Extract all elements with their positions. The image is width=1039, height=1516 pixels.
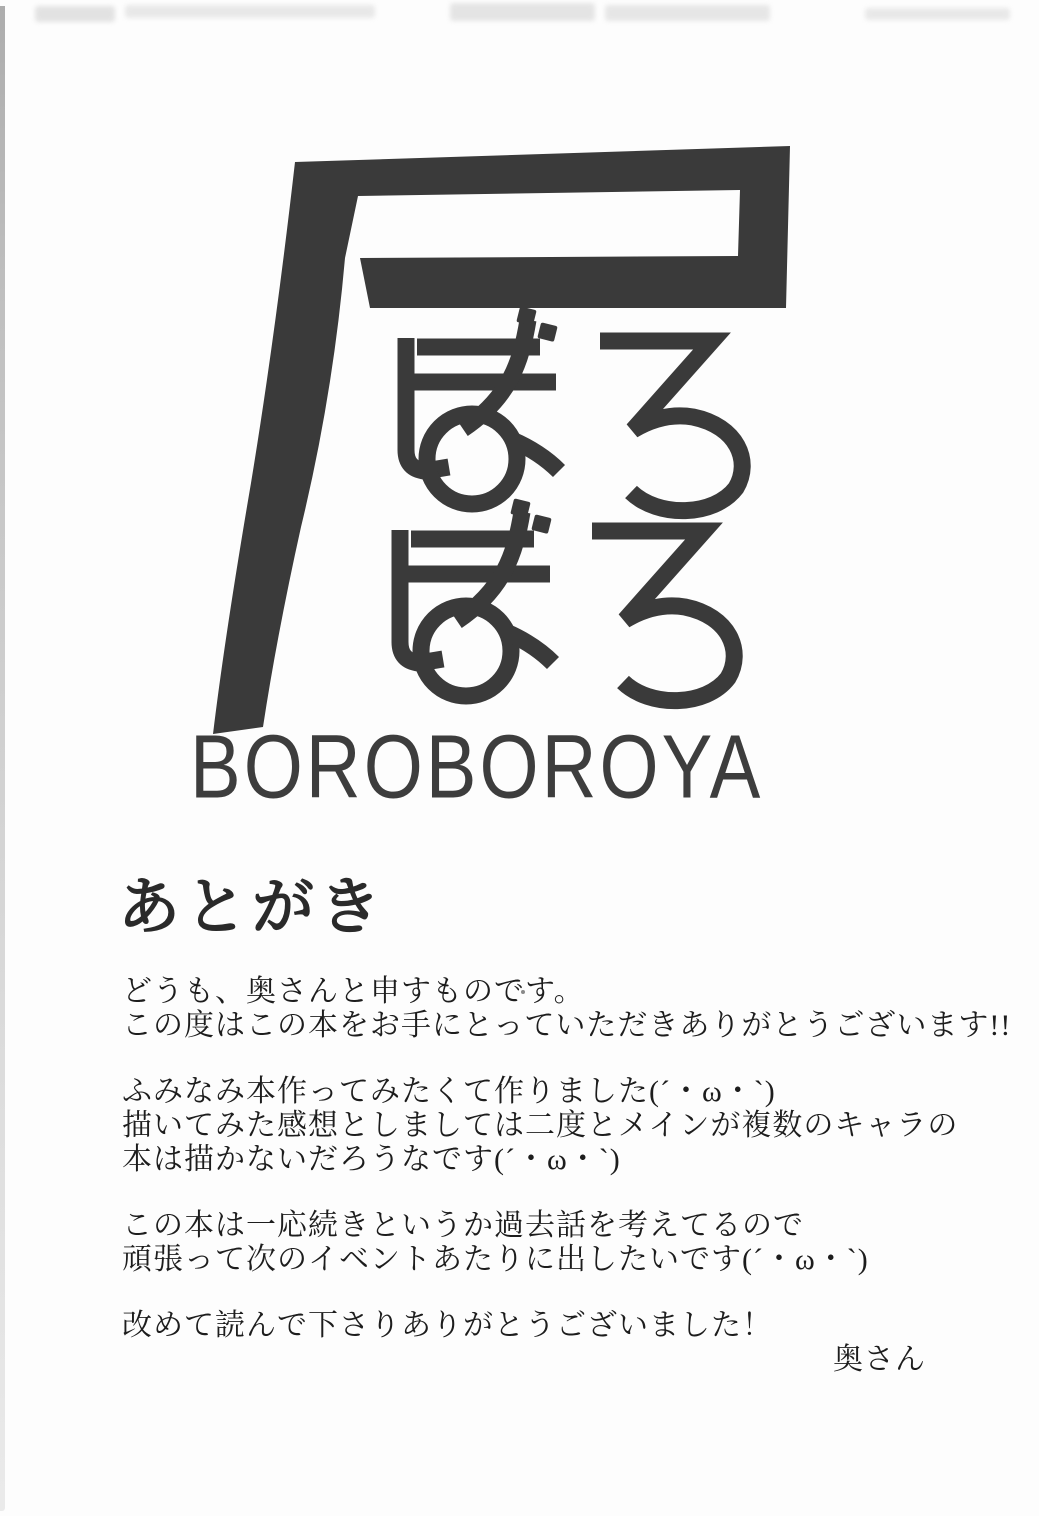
scan-edge-artifact	[0, 6, 5, 1511]
afterword-line: どうも、奥さんと申すものです。	[122, 975, 585, 1008]
logo-romaji: BOROBOROYA	[190, 717, 764, 818]
afterword-line: 描いてみた感想としましては二度とメインが複数のキャラの	[122, 1109, 959, 1142]
logo-hiragana-ro-icon	[592, 531, 734, 701]
logo-hiragana-bo-icon	[399, 498, 553, 696]
signature: 奥さん	[833, 1343, 926, 1376]
logo-hiragana-text	[0, 0, 1, 1]
afterword-body	[122, 975, 1012, 1377]
scan-ghost-artifact	[450, 3, 595, 21]
logo-hiragana-bo-icon	[405, 306, 559, 504]
afterword-line: この度はこの本をお手にとっていただきありがとうございます!!	[122, 1009, 1012, 1042]
logo-radical-stroke	[213, 146, 790, 734]
scan-ghost-artifact	[605, 5, 770, 21]
afterword-line: 改めて読んで下さりありがとうございました！	[122, 1309, 773, 1342]
afterword-line: ふみなみ本作ってみたくて作りました(´・ω・`)	[122, 1075, 776, 1108]
scan-ghost-artifact	[35, 6, 115, 22]
boroboroya-logo	[185, 115, 800, 745]
scan-ghost-artifact	[125, 5, 375, 18]
afterword-line: 本は描かないだろうなです(´・ω・`)	[122, 1143, 621, 1176]
afterword-line: 頑張って次のイベントあたりに出したいです(´・ω・`)	[122, 1243, 869, 1276]
afterword-heading: あとがき	[118, 873, 387, 942]
scan-ghost-artifact	[865, 8, 1010, 20]
afterword-line: この本は一応続きというか過去話を考えてるので	[122, 1209, 804, 1242]
logo-hiragana-ro-icon	[600, 341, 742, 511]
